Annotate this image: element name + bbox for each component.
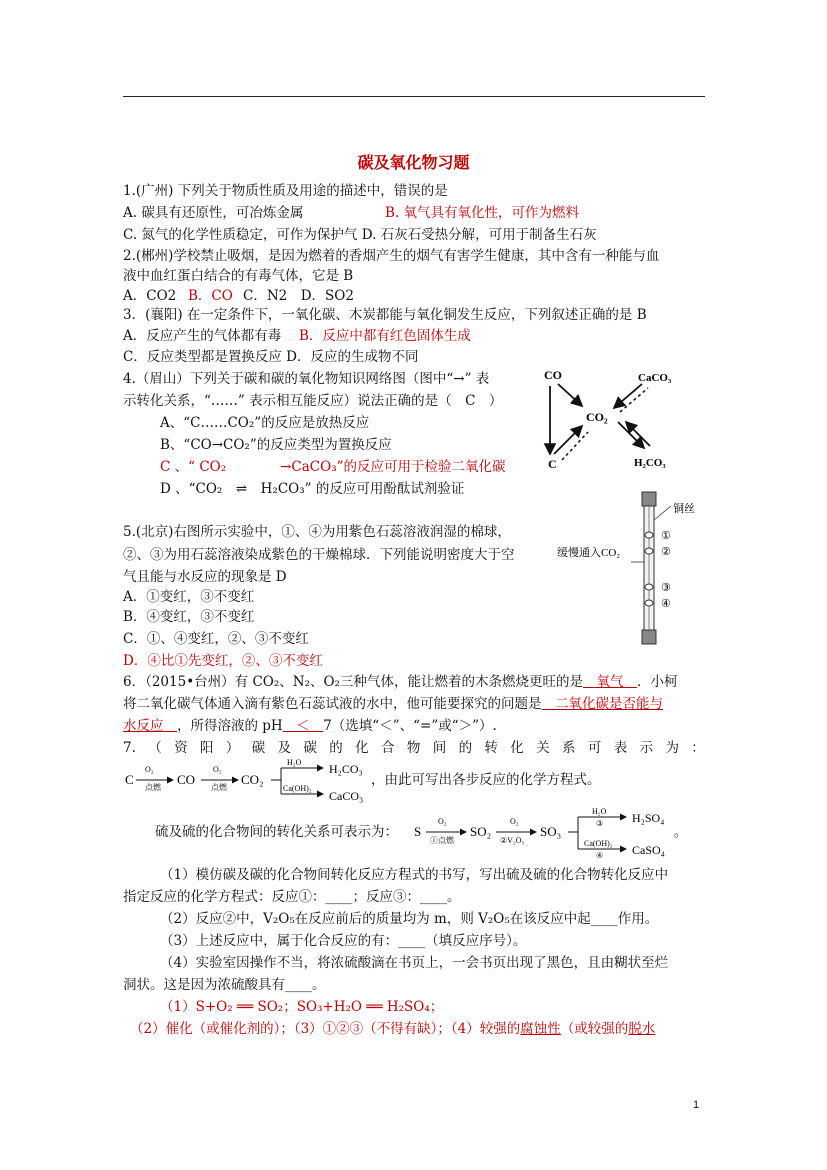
schain-so2: SO₂ xyxy=(470,824,492,839)
q7-stem-char: 的 xyxy=(458,740,473,756)
q5-option-c: C．①、④变红，②、③不变红 xyxy=(123,631,309,647)
q6-answer-question-cont: 水反应 xyxy=(123,718,177,734)
q7-part3: （3）上述反应中，属于化合反应的有：____（填反应序号）。 xyxy=(160,933,527,949)
q4-stem-1: 4.（眉山）下列关于碳和碳的氧化物知识网络图（图中“→” 表 xyxy=(123,371,490,387)
q7-part1-b: 指定反应的化学方程式：反应①：____；反应③：____。 xyxy=(123,889,461,905)
schain-o2-2: O₂ xyxy=(510,817,519,826)
q4-option-d: D 、“CO₂ ⇌ H₂CO₃” 的反应可用酚酞试剂验证 xyxy=(160,481,465,497)
q6-line-1 xyxy=(123,672,677,692)
q7-stem-char: 可 xyxy=(587,740,602,756)
q6-text-3c: 7（选填“＜”、“=”或“＞”）. xyxy=(323,718,497,734)
q7-stem-char: ） xyxy=(225,740,240,756)
schain-r4: ④ xyxy=(596,851,604,860)
q7-stem-char: 转 xyxy=(484,740,498,756)
q7-part4-a: （4）实验室因操作不当，将浓硫酸滴在书页上，一会书页出现了黑色，且由糊状至烂 xyxy=(160,955,669,971)
q7-part4-b: 洞状。这是因为浓硫酸具有____。 xyxy=(123,977,326,993)
q5-option-b: B．④变红，③不变红 xyxy=(123,609,255,625)
q3-option-a: A．反应产生的气体都有毒 xyxy=(123,328,282,344)
q2-stem-1: 2.(郴州)学校禁止吸烟，是因为燃着的香烟产生的烟气有害学生健康，其中含有一种能与血 xyxy=(123,248,660,264)
q4-option-c: C 、“ CO₂ →CaCO₃”的反应可用于检验二氧化碳 xyxy=(160,459,506,475)
chain-caoh2: Ca(OH)₂ xyxy=(283,784,312,793)
q7-part1-a: （1）模仿碳及碳的化合物间转化反应方程式的书写，写出硫及硫的化合物转化反应中 xyxy=(160,867,669,883)
q3-option-b: B．反应中都有红色固体生成 xyxy=(299,328,471,344)
chain-caco3: CaCO₃ xyxy=(329,789,364,803)
label-ball-4: ④ xyxy=(661,598,671,610)
q7-stem-char: 碳 xyxy=(303,740,317,756)
q5-stem-2: ②、③为用石蕊溶液染成紫色的干燥棉球．下列能说明密度大于空 xyxy=(123,547,515,563)
page-title: 碳及氧化物习题 xyxy=(357,153,470,172)
chain-c: C xyxy=(125,772,134,787)
q6-text-1b: ．小柯 xyxy=(636,674,678,690)
node-caco3: CaCO₃ xyxy=(638,372,672,384)
q6-answer-question: 二氧化碳是否能与 xyxy=(541,696,663,712)
q7-stem-char: 碳 xyxy=(251,740,266,756)
q3-stem: 3．(襄阳) 在一定条件下，一氧化碳、木炭都能与氧化铜发生反应，下列叙述正确的是 B xyxy=(123,307,647,323)
q7-stem-char: 化 xyxy=(510,740,524,756)
label-ball-3: ③ xyxy=(661,582,671,594)
q7-stem-char: 关 xyxy=(536,740,550,756)
schain-r2: ②V₂O₅ xyxy=(500,836,525,845)
node-h2co3: H₂CO₃ xyxy=(634,457,666,469)
q5-option-a: A．①变红，③不变红 xyxy=(123,589,255,605)
answer-2b: 腐蚀性 xyxy=(520,1021,561,1037)
schain-h2so4: H₂SO₄ xyxy=(632,811,665,825)
q5-option-d: D．④比①先变红，②、③不变红 xyxy=(123,653,323,669)
carbon-network-diagram xyxy=(540,362,690,472)
page-number: 1 xyxy=(693,1099,700,1111)
q7-stem-char: 为 xyxy=(665,740,679,756)
chain-co: CO xyxy=(177,772,196,787)
q7-tail: ，由此可写出各步反应的化学方程式。 xyxy=(371,772,601,788)
q6-answer-oxygen: 氧气 xyxy=(582,674,637,690)
carbon-conversion-chain xyxy=(123,758,383,808)
q7-stem-char: 间 xyxy=(432,740,447,756)
q2-option-cd: C．N2 D．SO2 xyxy=(243,288,354,304)
label-co2-inlet: 缓慢通入CO₂ xyxy=(557,547,621,559)
label-ball-1: ① xyxy=(661,530,671,542)
q1-stem: 1.(广州) 下列关于物质性质及用途的描述中，错误的是 xyxy=(123,183,448,199)
q5-stem-1: 5.(北京)右图所示实验中，①、④为用紫色石蕊溶液润湿的棉球， xyxy=(123,524,511,540)
q1-option-b: B. 氧气具有氧化性，可作为燃料 xyxy=(385,205,580,221)
q6-text-2: 将二氧化碳气体通入滴有紫色石蕊试液的水中，他可能要探究的问题是 xyxy=(123,696,542,712)
q7-stem-char: 及 xyxy=(277,740,292,756)
q7-stem-char: 资 xyxy=(174,740,188,756)
q6-text-1: 6．（2015•台州）有 CO₂、N₂、O₂三种气体，能让燃着的木条燃烧更旺的是 xyxy=(123,674,583,690)
header-rule xyxy=(123,96,705,97)
q6-line-3 xyxy=(123,716,497,736)
q3-option-cd: C．反应类型都是置换反应 D．反应的生成物不同 xyxy=(123,349,419,365)
q2-option-b: B．CO xyxy=(188,288,233,304)
q7-sulfur-intro: 硫及硫的化合物间的转化关系可表示为： xyxy=(155,824,398,840)
q7-stem-char: ： xyxy=(691,740,705,756)
label-copper-wire: 铜丝 xyxy=(673,503,695,515)
schain-r1: ①点燃 xyxy=(430,836,454,845)
q7-stem-char: 7. xyxy=(123,740,136,756)
chain-o2-2: O₂ xyxy=(213,765,222,774)
answer-2d: 脱水 xyxy=(628,1021,656,1037)
schain-caoh2: Ca(OH)₂ xyxy=(584,839,613,848)
schain-s: S xyxy=(414,824,422,839)
q7-stem-char: 表 xyxy=(613,740,628,756)
co2-tube-apparatus xyxy=(555,490,715,650)
q7-stem-char: 阳 xyxy=(199,740,214,756)
chain-h2co3: H₂CO₃ xyxy=(329,762,363,776)
chain-o2-1: O₂ xyxy=(145,765,154,774)
q6-line-2 xyxy=(123,694,663,714)
q7-stem-char: 的 xyxy=(329,740,343,756)
schain-so3: SO₃ xyxy=(540,824,562,839)
answer-line-1: （1）S+O₂ ══ SO₂；SO₃+H₂O ══ H₂SO₄； xyxy=(160,999,444,1015)
q7-stem xyxy=(123,738,705,758)
schain-o2-1: O₂ xyxy=(438,817,447,826)
q1-option-a: A. 碳具有还原性，可冶炼金属 xyxy=(123,205,304,221)
node-co: CO xyxy=(544,368,562,382)
q7-stem-char: 物 xyxy=(406,740,421,756)
node-co2: CO₂ xyxy=(586,410,608,424)
sulfur-conversion-chain xyxy=(412,805,692,861)
chain-ignite-1: 点燃 xyxy=(145,783,161,792)
q2-stem-2: 液中血红蛋白结合的有毒气体，它是 B xyxy=(123,268,354,284)
node-c: C xyxy=(548,457,557,471)
q5-stem-3: 气且能与水反应的现象是 D xyxy=(123,569,287,585)
q4-option-b: B、“CO→CO₂”的反应类型为置换反应 xyxy=(160,437,392,453)
q6-text-3: ，所得溶液的 pH xyxy=(177,718,283,734)
chain-h2o: H₂O xyxy=(287,758,302,767)
q7-stem-char: 示 xyxy=(639,740,654,756)
answer-2c: （或较强的 xyxy=(560,1021,629,1037)
q7-stem-char: 系 xyxy=(562,740,576,756)
schain-caso4: CaSO₄ xyxy=(632,843,665,857)
q4-stem-2: 示转化关系，“……” 表示相互能反应）说法正确的是（ C ） xyxy=(123,393,503,409)
q1-option-cd: C. 氮气的化学性质稳定，可作为保护气 D. 石灰石受热分解，可用于制备生石灰 xyxy=(123,227,597,243)
q7-stem-char: （ xyxy=(148,740,162,756)
q7-stem-char: 化 xyxy=(355,740,369,756)
q7-part2: （2）反应②中，V₂O₅在反应前后的质量均为 m，则 V₂O₅在该反应中起____作用。 xyxy=(160,911,659,927)
chain-ignite-2: 点燃 xyxy=(211,783,227,792)
q7-stem-char: 合 xyxy=(380,740,395,756)
schain-r3: ③ xyxy=(596,819,604,828)
q2-option-a: A．CO2 xyxy=(123,288,177,304)
q6-answer-lt: ＜ xyxy=(282,718,324,734)
chain-co2: CO₂ xyxy=(241,772,264,787)
answer-2a: （2）催化（或催化剂的）；（3）①②③（不得有缺）；（4）较强的 xyxy=(130,1021,521,1037)
label-ball-2: ② xyxy=(661,546,671,558)
schain-end: 。 xyxy=(674,824,688,839)
q4-option-a: A、“C……CO₂”的反应是放热反应 xyxy=(160,415,370,431)
answer-line-2 xyxy=(130,1019,655,1039)
schain-h2o: H₂O xyxy=(592,807,607,816)
